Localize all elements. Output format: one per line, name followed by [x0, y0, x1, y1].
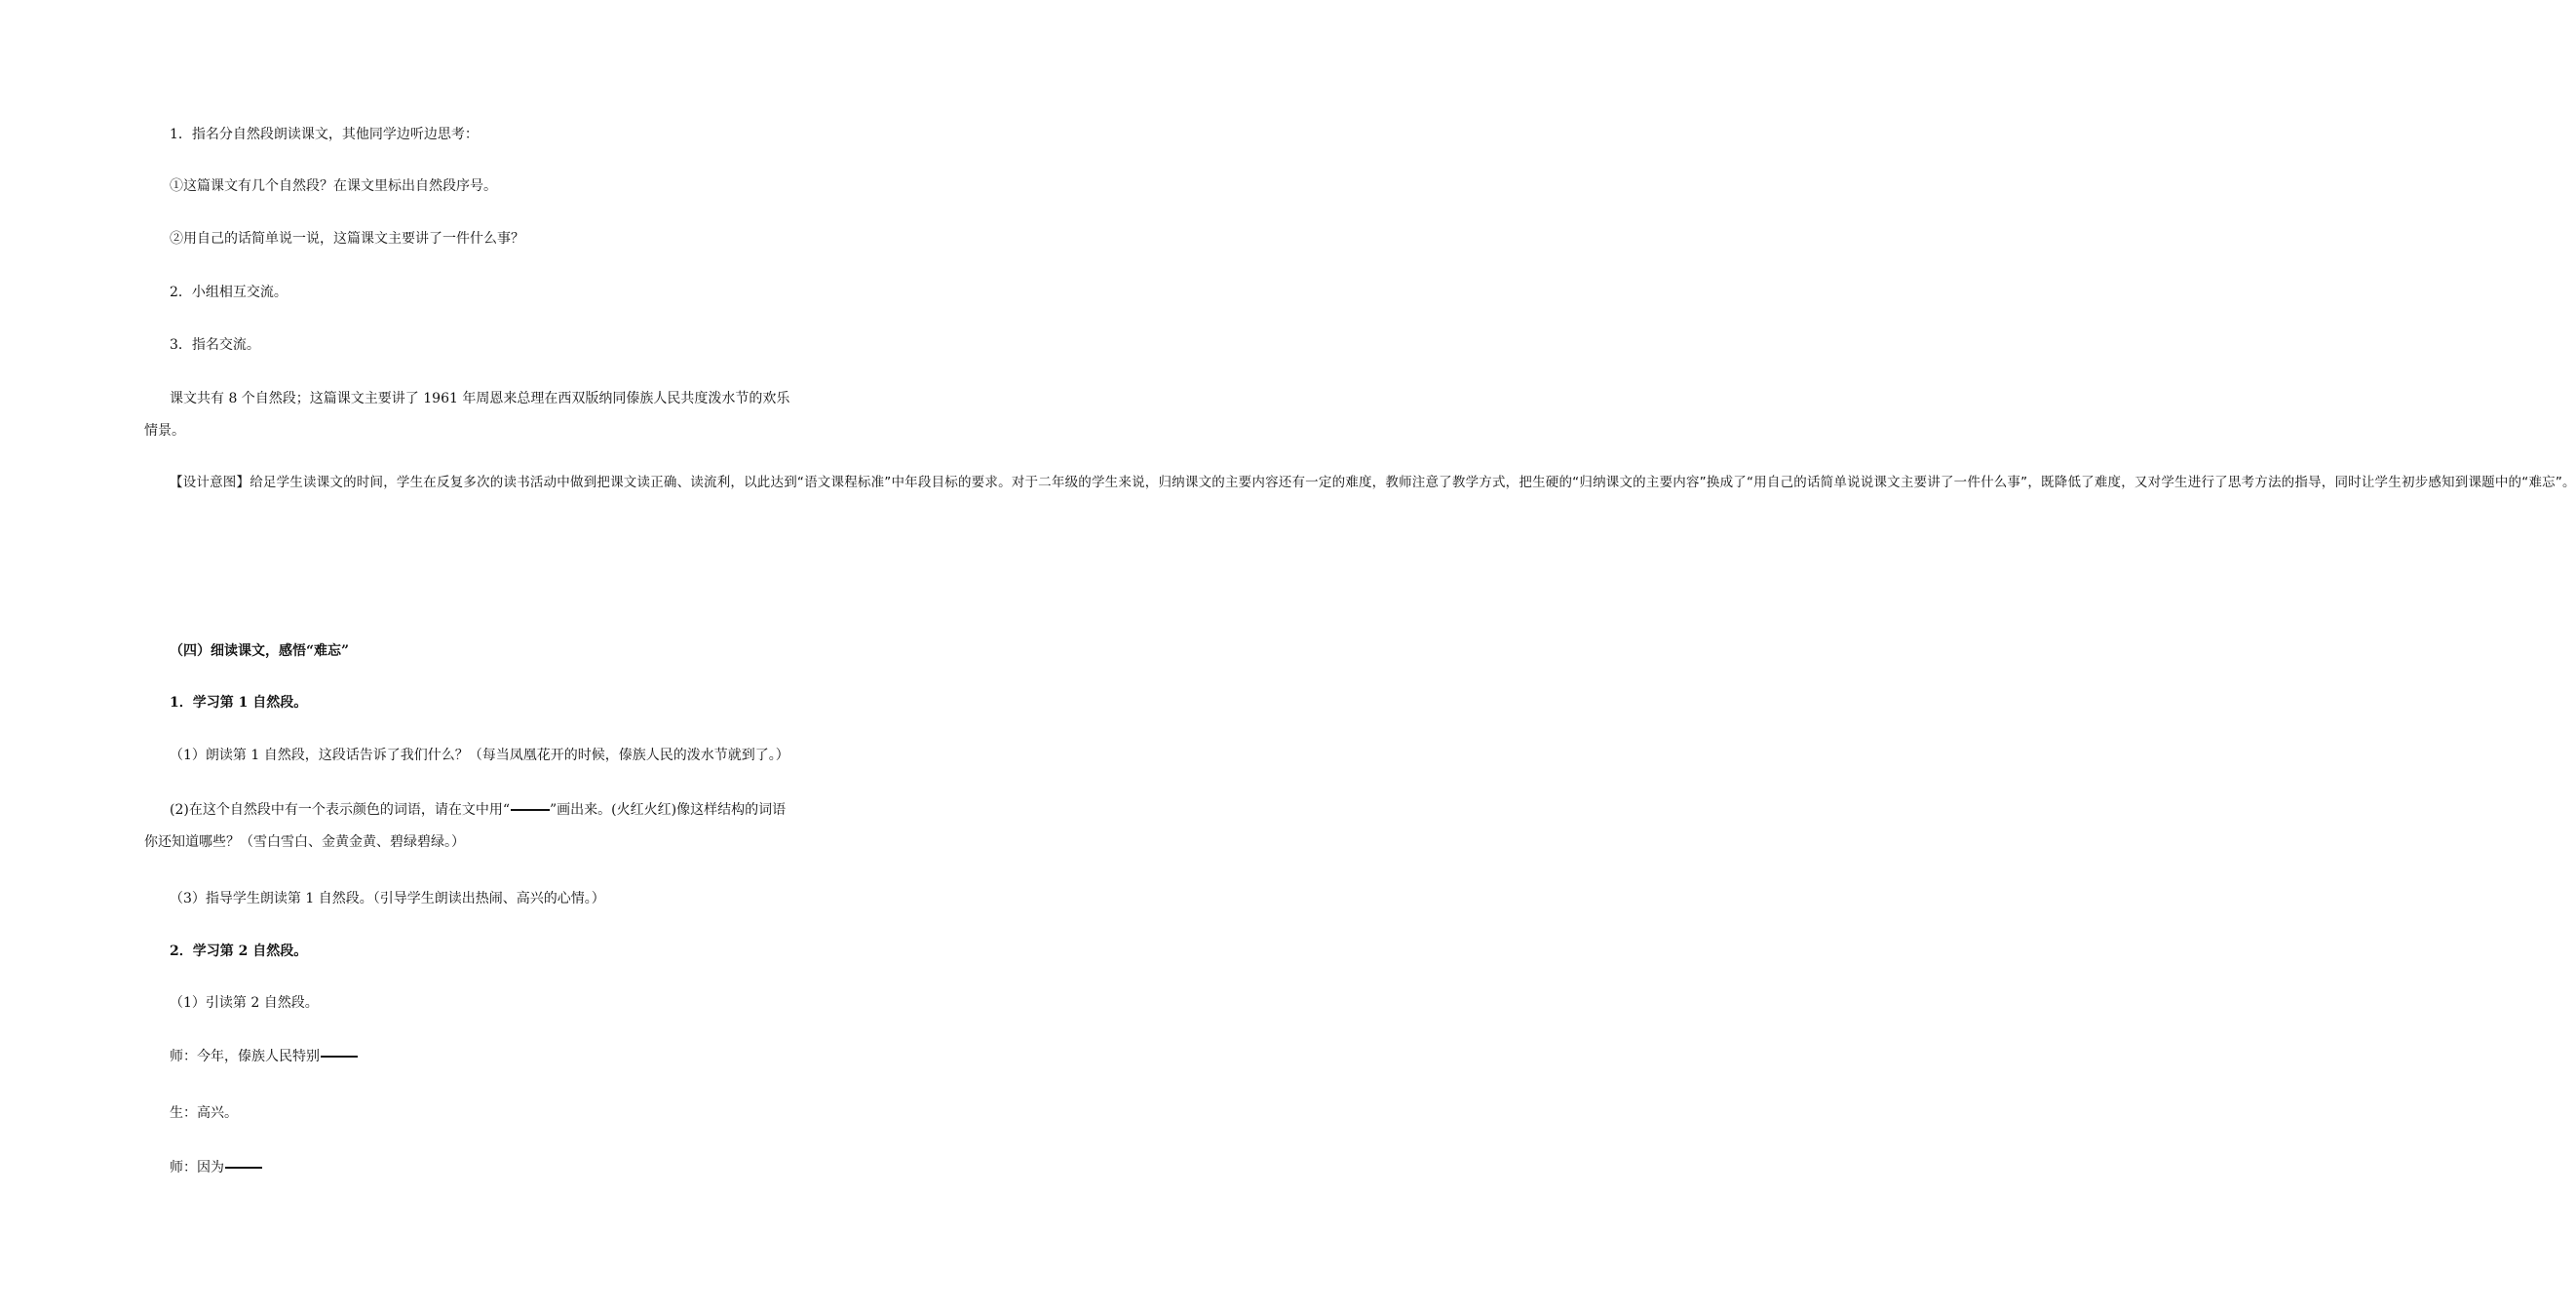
- paragraph-1-question-1: （1）朗读第 1 自然段，这段话告诉了我们什么？（每当凤凰花开的时候，傣族人民的泼水节就到了。）: [170, 748, 789, 763]
- student-line-1: 生：高兴。: [170, 1105, 238, 1121]
- question-2: ②用自己的话简单说一说，这篇课文主要讲了一件什么事？: [170, 231, 524, 247]
- subsection-heading-2: 2．学习第 2 自然段。: [170, 944, 308, 959]
- summary-paragraph: 课文共有 8 个自然段；这篇课文主要讲了 1961 年周恩来总理在西双版纳同傣族人民共度泼水节的欢乐情景。: [144, 391, 790, 439]
- paragraph-1-question-3: （3）指导学生朗读第 1 自然段。（引导学生朗读出热闹、高兴的心情。）: [170, 891, 605, 906]
- section-heading-4: （四）细读课文，感悟“难忘”: [170, 643, 350, 659]
- teacher-line-1-text: 师：今年，傣族人民特别: [170, 1049, 320, 1064]
- paragraph-2-step-1: （1）引读第 2 自然段。: [170, 995, 319, 1011]
- question-2-text-start: (2)在这个自然段中有一个表示颜色的词语，请在文中用“: [170, 802, 510, 818]
- question-1: ①这篇课文有几个自然段？在课文里标出自然段序号。: [170, 178, 497, 194]
- question-2-text-end: ”画出来。(火红火红)像这样结构的词语你还知道哪些？（雪白雪白、金黄金黄、碧绿碧绿。）: [144, 802, 787, 850]
- step-3-instruction: 3．指名交流。: [170, 337, 260, 353]
- step-2-instruction: 2．小组相互交流。: [170, 285, 288, 300]
- teacher-line-1: [170, 1047, 793, 1066]
- blank-dash: [225, 1167, 262, 1169]
- underline-mark: [511, 809, 550, 811]
- teacher-line-2-text: 师：因为: [170, 1160, 224, 1175]
- blank-dash: [321, 1056, 358, 1058]
- teacher-line-2: [170, 1158, 793, 1177]
- paragraph-1-question-2: [144, 794, 793, 859]
- step-1-instruction: 1．指名分自然段朗读课文，其他同学边听边思考：: [170, 127, 479, 142]
- subsection-heading-1: 1．学习第 1 自然段。: [170, 695, 308, 711]
- design-intent-paragraph: 【设计意图】给足学生读课文的时间，学生在反复多次的读书活动中做到把课文读正确、读流利，以此达到“语文课程标准”中年段目标的要求。对于二年级的学生来说，归纳课文的主要内容还有一定的难度，教师注意了教学方式，把生硬的“归纳课文的主要内容”换成了“用自己的话简单说说课文主要讲了一件什么事”，既降低了难度，又对学生进行了思考方法的指导，同时让学生初步感知到课题中的“难忘”。: [170, 475, 2576, 490]
